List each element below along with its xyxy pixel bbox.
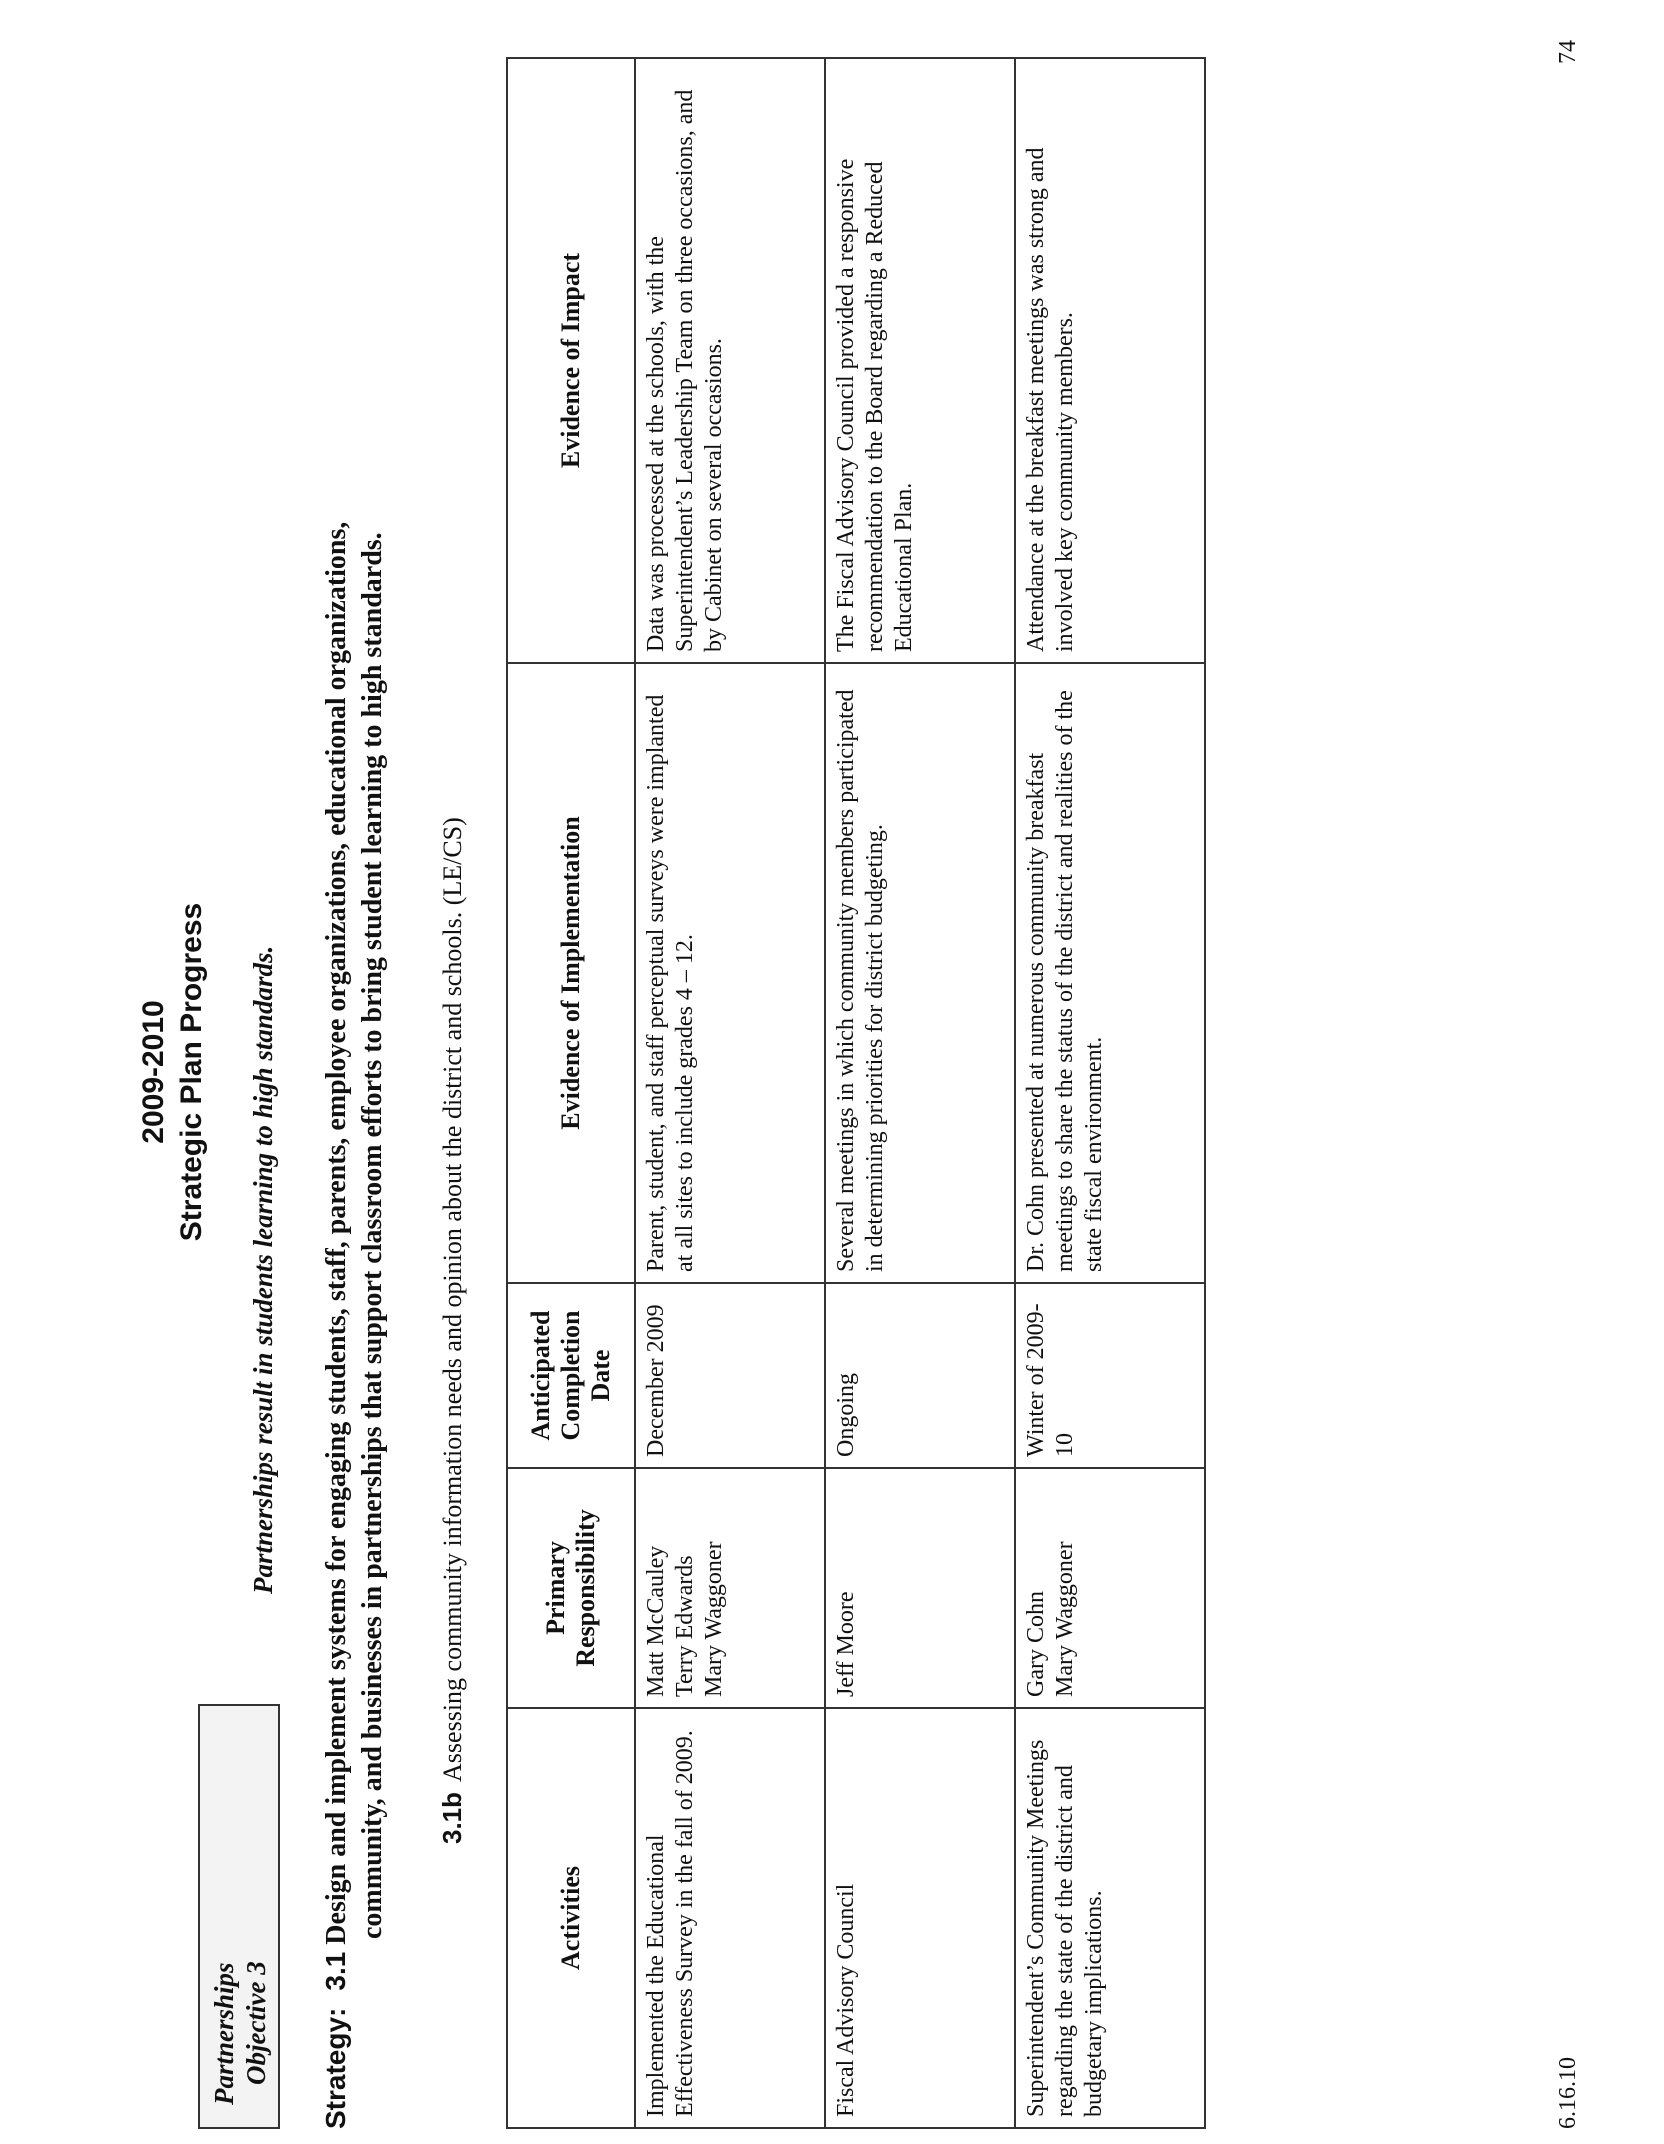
strategy-statement	[318, 79, 391, 2129]
date-cell: Winter of 2009-10	[1015, 1283, 1205, 1468]
responsibility-cell: Jeff Moore	[825, 1468, 1015, 1708]
sub-strategy	[437, 817, 468, 1844]
table-header-row	[507, 58, 635, 2128]
date-cell: December 2009	[635, 1283, 825, 1468]
header-activities: Activities	[507, 1708, 635, 2128]
implementation-cell: Dr. Cohn presented at numerous community breakfast meetings to share the status of the district and realities of the state fiscal environment.	[1015, 663, 1205, 1283]
responsibility-cell: Gary Cohn Mary Waggoner	[1015, 1468, 1205, 1708]
table-row	[1015, 58, 1205, 2128]
impact-cell: Attendance at the breakfast meetings was strong and involved key community members.	[1015, 58, 1205, 663]
impact-cell: Data was processed at the schools, with the Superintendent’s Leadership Team on three occasions, and by Cabinet on several occasions.	[635, 58, 825, 663]
footer-date: 6.16.10	[1555, 2057, 1581, 2129]
responsibility-cell: Matt McCauley Terry Edwards Mary Waggoner	[635, 1468, 825, 1708]
objective-box	[198, 1704, 280, 2129]
sub-strategy-text: Assessing community information needs and opinion about the district and schools. (LE/CS)	[438, 817, 467, 1782]
strategy-label: Strategy:	[320, 2007, 351, 2129]
strategy-text-line1: Design and implement systems for engaging students, staff, parents, employee organizations, educational organizations,	[321, 521, 352, 1945]
objective-category: Partnerships	[209, 1962, 239, 2105]
strategy-number: 3.1	[320, 1951, 351, 1991]
strategy-text-line2: community, and businesses in partnerships that support classroom efforts to bring student learning to high standards.	[357, 532, 388, 1939]
activity-cell: Superintendent’s Community Meetings regarding the state of the district and budgetary implications.	[1015, 1708, 1205, 2128]
header-completion-date: Anticipated Completion Date	[507, 1283, 635, 1468]
implementation-cell: Several meetings in which community members participated in determining priorities for district budgeting.	[825, 663, 1015, 1283]
goal-statement: Partnerships result in students learning to high standards.	[248, 945, 278, 1594]
table-row	[825, 58, 1015, 2128]
table-row	[635, 58, 825, 2128]
header-responsibility: Primary Responsibility	[507, 1468, 635, 1708]
header-impact: Evidence of Impact	[507, 58, 635, 663]
date-cell: Ongoing	[825, 1283, 1015, 1468]
impact-cell: The Fiscal Advisory Council provided a responsive recommendation to the Board regarding a Reduced Educational Plan.	[825, 58, 1015, 663]
header-year: 2009-2010	[137, 1000, 170, 1144]
implementation-cell: Parent, student, and staff perceptual surveys were implanted at all sites to include grades 4 – 12.	[635, 663, 825, 1283]
activity-cell: Implemented the Educational Effectiveness Survey in the fall of 2009.	[635, 1708, 825, 2128]
page-number: 74	[1555, 40, 1581, 64]
sub-strategy-number: 3.1b	[437, 1791, 467, 1844]
header-implementation: Evidence of Implementation	[507, 663, 635, 1283]
page-title: Strategic Plan Progress	[175, 902, 208, 1242]
activity-cell: Fiscal Advisory Council	[825, 1708, 1015, 2128]
objective-number: Objective 3	[241, 1961, 271, 2085]
progress-table	[506, 57, 1206, 2129]
